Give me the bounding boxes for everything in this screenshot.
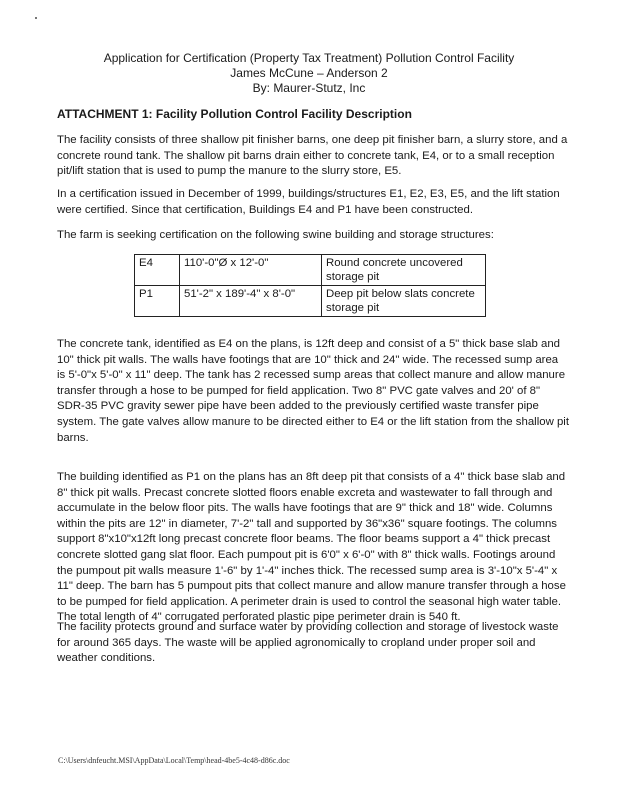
paragraph-facility-overview: The facility consists of three shallow pit finisher barns, one deep pit finisher barn, a slurry store, and a concrete round tank. The shallow pit barns drain either to concrete tank, E4, or to a small reception pit/lift station that is used to pump the manure to the slurry store, E5. — [57, 134, 568, 178]
structure-description: Deep pit below slats concrete storage pit — [322, 286, 486, 317]
scan-speck — [35, 17, 37, 19]
paragraph-protection: The facility protects ground and surface water by providing collection and storage of livestock waste for around 365 days. The waste will be applied agronomically to cropland under proper soil and weather conditions. — [57, 621, 559, 665]
table-row — [135, 255, 486, 286]
paragraph-p1-building: The building identified as P1 on the plans has an 8ft deep pit that consists of a 4" thick base slab and 8" thick pit walls. Precast concrete slotted floors enable excreta and wastewater to fall through and accumulate in the below floor pits. The walls have footings that are 9" thick and 18" wide. Columns within the pits are 12" in diameter, 7'-2" tall and supported by 36"x36" square footings. The columns support 8"x10"x12ft long precast concrete floor beams. The floor beams support a 4" thick precast concrete slotted gang slat floor. Each pumpout pit is 6'0" x 6'-0" with 8" thick walls. Footings around the pumpout pit walls measure 1'-6" by 1'-4" inches thick. The recessed sump area is 3'-10"x 5'-4" x 11" deep. The barn has 5 pumpout pits that collect manure and allow manure transfer through a hose to be pumped for field application. A perimeter drain is used to control the seasonal high water table. The total length of 4" corrugated perforated plastic pipe perimeter drain is 540 ft. — [57, 471, 566, 624]
structure-id: P1 — [135, 286, 180, 317]
structure-dimensions: 110'-0"Ø x 12'-0" — [180, 255, 322, 286]
paragraph-e4-tank: The concrete tank, identified as E4 on the plans, is 12ft deep and consist of a 5" thick base slab and 10" thick pit walls. The walls have footings that are 10" thick and 24" wide. The recessed sump area is 5'-0"x 5'-0" x 11" deep. The tank has 2 recessed sump areas that collect manure and allow manure transfer through a hose to be pumped for field application. Two 8" PVC gate valves and 20' of 8" SDR-35 PVC gravity sewer pipe have been added to the previously certified waste transfer pipe system. The gate valves allow manure to be directed either to E4 or the lift station from the shallow pit barns. — [57, 338, 569, 444]
header-title: Application for Certification (Property Tax Treatment) Pollution Control Facility — [103, 51, 515, 65]
footer-file-path: C:\Users\dnfeucht.MSI\AppData\Local\Temp\head-4be5-4c48-d86c.doc — [58, 756, 290, 765]
document-header — [0, 51, 618, 96]
header-author: By: Maurer-Stutz, Inc — [252, 81, 366, 95]
structure-id: E4 — [135, 255, 180, 286]
table-row — [135, 286, 486, 317]
structure-description: Round concrete uncovered storage pit — [322, 255, 486, 286]
paragraph-prior-certification: In a certification issued in December of 1999, buildings/structures E1, E2, E3, E5, and the lift station were certified. Since that certification, Buildings E4 and P1 have been constructed. — [57, 188, 560, 216]
header-applicant: James McCune – Anderson 2 — [230, 66, 388, 80]
structures-table — [134, 254, 486, 317]
attachment-title: ATTACHMENT 1: Facility Pollution Control Facility Description — [57, 107, 412, 121]
paragraph-certification-request: The farm is seeking certification on the following swine building and storage structures: — [57, 229, 494, 241]
structure-dimensions: 51'-2" x 189'-4" x 8'-0" — [180, 286, 322, 317]
